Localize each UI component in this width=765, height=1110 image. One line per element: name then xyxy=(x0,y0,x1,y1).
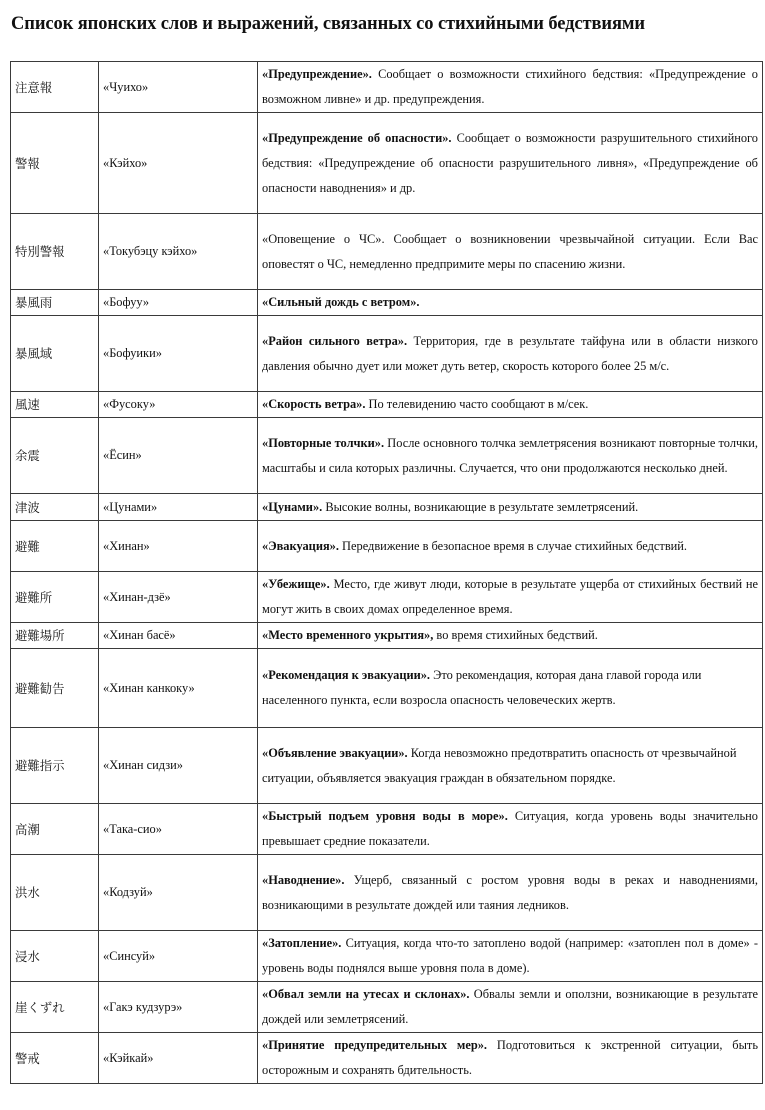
term-definition xyxy=(258,804,763,855)
term-definition xyxy=(258,113,763,214)
term-transliteration: «Гакэ кудзурэ» xyxy=(99,982,258,1033)
term-description: Передвижение в безопасное время в случае стихийных бедствий. xyxy=(338,538,688,553)
terms-table xyxy=(10,61,763,1084)
table-row xyxy=(11,214,763,290)
term-transliteration: «Цунами» xyxy=(99,494,258,521)
term-name: «Цунами». xyxy=(262,499,323,514)
term-transliteration: «Кодзуй» xyxy=(99,855,258,931)
term-transliteration: «Фусоку» xyxy=(99,392,258,418)
term-description: Высокие волны, возникающие в результате землетрясений. xyxy=(322,499,639,514)
table-row xyxy=(11,290,763,316)
term-name: «Сильный дождь с ветром». xyxy=(262,295,420,309)
terms-table-body xyxy=(11,62,763,1084)
table-row xyxy=(11,931,763,982)
term-definition xyxy=(258,728,763,804)
term-definition xyxy=(258,290,763,316)
table-row xyxy=(11,804,763,855)
term-japanese: 避難指示 xyxy=(11,728,99,804)
table-row xyxy=(11,855,763,931)
term-japanese: 警戒 xyxy=(11,1033,99,1084)
term-transliteration: «Хинан басё» xyxy=(99,623,258,649)
term-name: «Обвал земли на утесах и склонах». xyxy=(262,987,470,1001)
term-description: После основного толчка землетрясения возникают повторные толчки, масштабы и сила которых различны. Случается, что они продолжаются несколько дней. xyxy=(262,435,758,475)
term-name: «Наводнение». xyxy=(262,872,345,887)
term-definition xyxy=(258,982,763,1033)
term-definition xyxy=(258,62,763,113)
term-name: «Эвакуация». xyxy=(262,538,339,553)
term-name: «Рекомендация к эвакуации». xyxy=(262,668,431,682)
term-definition xyxy=(258,392,763,418)
term-description: Это рекомендация, которая дана главой города или населенного пункта, если возросла опасность человеческих жертв. xyxy=(262,668,702,707)
table-row xyxy=(11,982,763,1033)
table-row xyxy=(11,316,763,392)
term-name: «Скорость ветра». xyxy=(262,397,366,411)
term-definition xyxy=(258,623,763,649)
term-name: «Место временного укрытия», xyxy=(262,628,434,642)
term-definition xyxy=(258,521,763,572)
term-name: «Повторные толчки». xyxy=(262,435,385,450)
term-transliteration: «Хинан сидзи» xyxy=(99,728,258,804)
term-name: «Быстрый подъем уровня воды в море». xyxy=(262,809,508,823)
term-description: Когда невозможно предотвратить опасность от чрезвычайной ситуации, объявляется эвакуация граждан в обязательном порядке. xyxy=(262,745,737,785)
term-japanese: 避難所 xyxy=(11,572,99,623)
term-japanese: 津波 xyxy=(11,494,99,521)
term-transliteration: «Кэйкай» xyxy=(99,1033,258,1084)
term-description: Ситуация, когда уровень воды значительно превышает средние показатели. xyxy=(262,809,758,848)
table-row xyxy=(11,494,763,521)
term-japanese: 高潮 xyxy=(11,804,99,855)
term-description: Сообщает о возможности разрушительного стихийного бедствия: «Предупреждение об опасности разрушительного ливня», «Предупреждение об опасности наводнения» и др. xyxy=(262,130,758,195)
term-japanese: 警報 xyxy=(11,113,99,214)
term-japanese: 避難場所 xyxy=(11,623,99,649)
term-transliteration: «Синсуй» xyxy=(99,931,258,982)
table-row xyxy=(11,521,763,572)
term-name: «Район сильного ветра». xyxy=(262,333,408,348)
term-description: Ущерб, связанный с ростом уровня воды в реках и наводнениями, возникающими в результате дождей или таяния ледников. xyxy=(262,872,758,912)
term-japanese: 浸水 xyxy=(11,931,99,982)
term-transliteration: «Така-сио» xyxy=(99,804,258,855)
table-row xyxy=(11,728,763,804)
term-japanese: 暴風雨 xyxy=(11,290,99,316)
term-japanese: 特別警報 xyxy=(11,214,99,290)
term-description: Сообщает о возможности стихийного бедствия: «Предупреждение о возможном ливне» и др. предупреждения. xyxy=(262,67,758,106)
term-japanese: 余震 xyxy=(11,418,99,494)
term-description: По телевидению часто сообщают в м/сек. xyxy=(365,397,589,411)
term-japanese: 暴風域 xyxy=(11,316,99,392)
term-japanese: 避難勧告 xyxy=(11,649,99,728)
term-transliteration: «Хинан канкоку» xyxy=(99,649,258,728)
term-description: во время стихийных бедствий. xyxy=(433,628,598,642)
term-description: Место, где живут люди, которые в результате ущерба от стихийных бествий не могут жить в своих домах определенное время. xyxy=(262,577,758,616)
term-transliteration: «Бофуики» xyxy=(99,316,258,392)
table-row xyxy=(11,113,763,214)
term-description: Ситуация, когда что-то затоплено водой (например: «затоплен пол в доме» - уровень воды поднялся выше уровня пола в доме). xyxy=(262,936,758,975)
term-definition xyxy=(258,931,763,982)
term-name: «Предупреждение». xyxy=(262,67,372,81)
term-transliteration: «Хинан» xyxy=(99,521,258,572)
table-row xyxy=(11,1033,763,1084)
term-description: Подготовиться к экстренной ситуации, быть осторожным и сохранять бдительность. xyxy=(262,1038,758,1077)
term-japanese: 洪水 xyxy=(11,855,99,931)
term-japanese: 風速 xyxy=(11,392,99,418)
term-transliteration: «Кэйхо» xyxy=(99,113,258,214)
term-transliteration: «Ёсин» xyxy=(99,418,258,494)
term-name: «Затопление». xyxy=(262,936,342,950)
table-row xyxy=(11,418,763,494)
term-definition xyxy=(258,649,763,728)
term-transliteration: «Бофуу» xyxy=(99,290,258,316)
term-name: «Принятие предупредительных мер». xyxy=(262,1038,488,1052)
term-description: Территория, где в результате тайфуна или в области низкого давления обычно дует или может дуть ветер, скорость которого более 25 м/с. xyxy=(262,333,758,373)
term-name: «Объявление эвакуации». xyxy=(262,745,408,760)
term-definition xyxy=(258,316,763,392)
table-row xyxy=(11,623,763,649)
table-row xyxy=(11,649,763,728)
term-definition xyxy=(258,214,763,290)
term-definition xyxy=(258,572,763,623)
table-row xyxy=(11,392,763,418)
table-row xyxy=(11,62,763,113)
term-definition xyxy=(258,1033,763,1084)
term-name: «Убежище». xyxy=(262,577,330,591)
term-description: Обвалы земли и оползни, возникающие в результате дождей или землетрясений. xyxy=(262,987,758,1026)
term-description: «Оповещение о ЧС». Сообщает о возникновении чрезвычайной ситуации. Если Вас оповестят о ЧС, немедленно предпримите меры по спасению жизни. xyxy=(262,231,758,271)
term-transliteration: «Хинан-дзё» xyxy=(99,572,258,623)
term-transliteration: «Чуихо» xyxy=(99,62,258,113)
term-definition xyxy=(258,418,763,494)
term-japanese: 避難 xyxy=(11,521,99,572)
table-row xyxy=(11,572,763,623)
term-japanese: 注意報 xyxy=(11,62,99,113)
term-japanese: 崖くずれ xyxy=(11,982,99,1033)
term-name: «Предупреждение об опасности». xyxy=(262,130,452,145)
term-definition xyxy=(258,494,763,521)
term-transliteration: «Токубэцу кэйхо» xyxy=(99,214,258,290)
page-title: Список японских слов и выражений, связанных со стихийными бедствиями xyxy=(11,14,645,34)
term-definition xyxy=(258,855,763,931)
